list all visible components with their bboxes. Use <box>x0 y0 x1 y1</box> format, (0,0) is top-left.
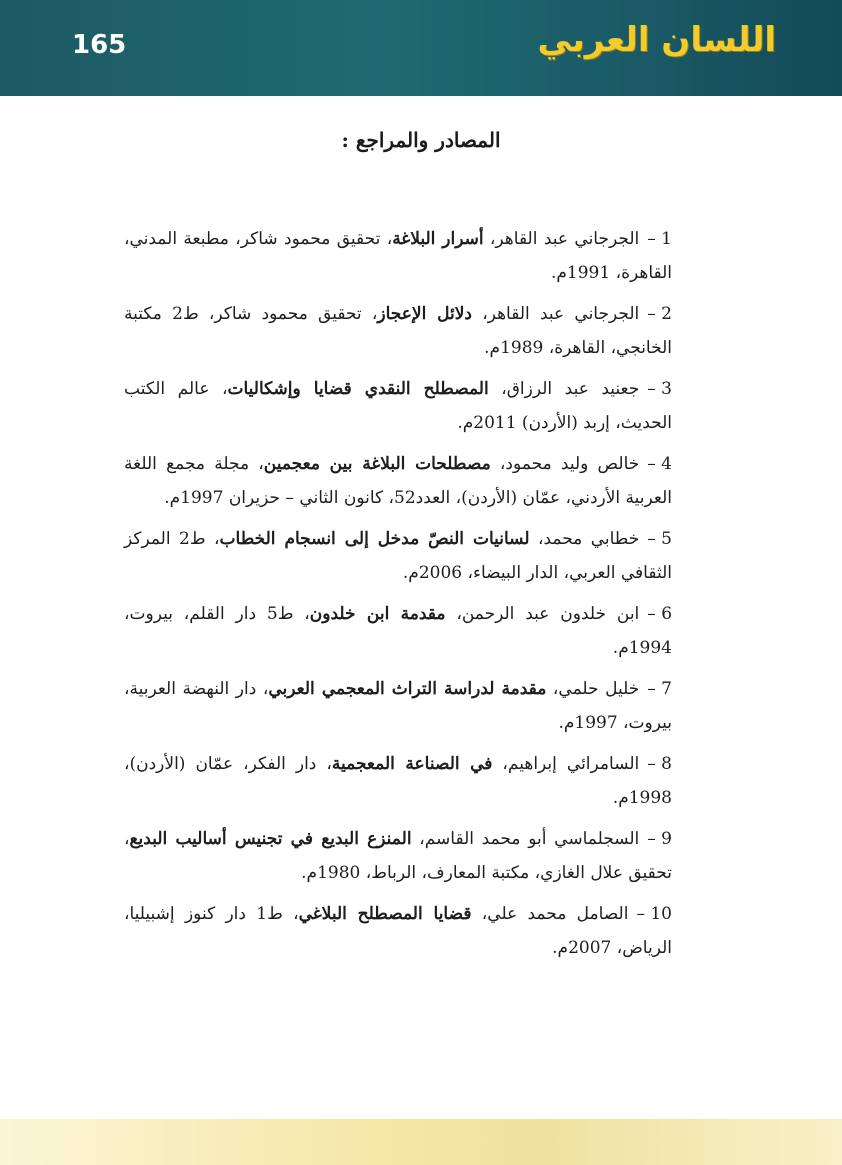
reference-number: 10 – <box>636 904 672 924</box>
journal-logo: اللسان العربي <box>537 20 776 60</box>
reference-item <box>124 822 672 890</box>
reference-item <box>124 747 672 815</box>
reference-item <box>124 447 672 515</box>
reference-author: خالص وليد محمود، <box>490 454 640 474</box>
page-header <box>0 0 842 96</box>
reference-author: الجرجاني عبد القاهر، <box>483 229 640 249</box>
reference-number: 4 – <box>647 454 672 474</box>
reference-number: 6 – <box>647 604 673 624</box>
page-footer-band <box>0 1119 842 1165</box>
reference-details: ، ط5 دار القلم، بيروت، 1994م. <box>124 604 672 658</box>
reference-author: ابن خلدون عبد الرحمن، <box>445 604 640 624</box>
reference-item <box>124 297 672 365</box>
reference-item <box>124 597 672 665</box>
reference-author: جعنيد عبد الرزاق، <box>488 379 640 399</box>
reference-title: مقدمة لدراسة التراث المعجمي العربي <box>268 679 547 699</box>
reference-author: الجرجاني عبد القاهر، <box>471 304 640 324</box>
reference-item <box>124 897 672 965</box>
reference-author: خليل حلمي، <box>546 679 640 699</box>
reference-number: 2 – <box>647 304 672 324</box>
reference-title: دلائل الإعجاز <box>377 304 472 324</box>
reference-author: الصامل محمد علي، <box>471 904 629 924</box>
reference-title: المنزع البديع في تجنيس أساليب البديع <box>129 829 412 849</box>
reference-title: في الصناعة المعجمية <box>331 754 493 774</box>
reference-details: ، دار النهضة العربية، بيروت، 1997م. <box>124 679 672 733</box>
reference-number: 9 – <box>647 829 672 849</box>
reference-item <box>124 372 672 440</box>
reference-details: ، ط2 المركز الثقافي العربي، الدار البيضاء، 2006م. <box>124 529 672 583</box>
reference-title: أسرار البلاغة <box>392 229 484 249</box>
reference-number: 3 – <box>647 379 672 399</box>
references-list <box>124 222 672 972</box>
reference-number: 1 – <box>647 229 672 249</box>
page-number: 165 <box>72 30 127 60</box>
reference-details: ، ط1 دار كنوز إشبيليا، الرياض، 2007م. <box>124 904 672 958</box>
reference-details: ، تحقيق محمود شاكر، ط2 مكتبة الخانجي، القاهرة، 1989م. <box>124 304 672 358</box>
reference-title: قضايا المصطلح البلاغي <box>298 904 472 924</box>
section-title: المصادر والمراجع : <box>341 128 501 152</box>
reference-item <box>124 522 672 590</box>
reference-details: ، مجلة مجمع اللغة العربية الأردني، عمّان (الأردن)، العدد52، كانون الثاني – حزيران 1997م. <box>124 454 672 508</box>
reference-title: مصطلحات البلاغة بين معجمين <box>263 454 491 474</box>
reference-author: السامرائي إبراهيم، <box>492 754 640 774</box>
reference-author: السجلماسي أبو محمد القاسم، <box>411 829 640 849</box>
reference-number: 8 – <box>647 754 672 774</box>
reference-item <box>124 222 672 290</box>
reference-title: لسانيات النصّ مدخل إلى انسجام الخطاب <box>219 529 530 549</box>
reference-details: ، عالم الكتب الحديث، إربد (الأردن) 2011م. <box>124 379 672 433</box>
reference-details: ، تحقيق محمود شاكر، مطبعة المدني، القاهرة، 1991م. <box>124 229 672 283</box>
reference-item <box>124 672 672 740</box>
reference-number: 5 – <box>647 529 672 549</box>
reference-title: مقدمة ابن خلدون <box>309 604 446 624</box>
reference-author: خطابي محمد، <box>529 529 640 549</box>
reference-details: ، تحقيق علال الغازي، مكتبة المعارف، الرباط، 1980م. <box>124 829 672 883</box>
reference-number: 7 – <box>647 679 672 699</box>
reference-details: ، دار الفكر، عمّان (الأردن)، 1998م. <box>124 754 672 808</box>
reference-title: المصطلح النقدي قضايا وإشكاليات <box>227 379 489 399</box>
